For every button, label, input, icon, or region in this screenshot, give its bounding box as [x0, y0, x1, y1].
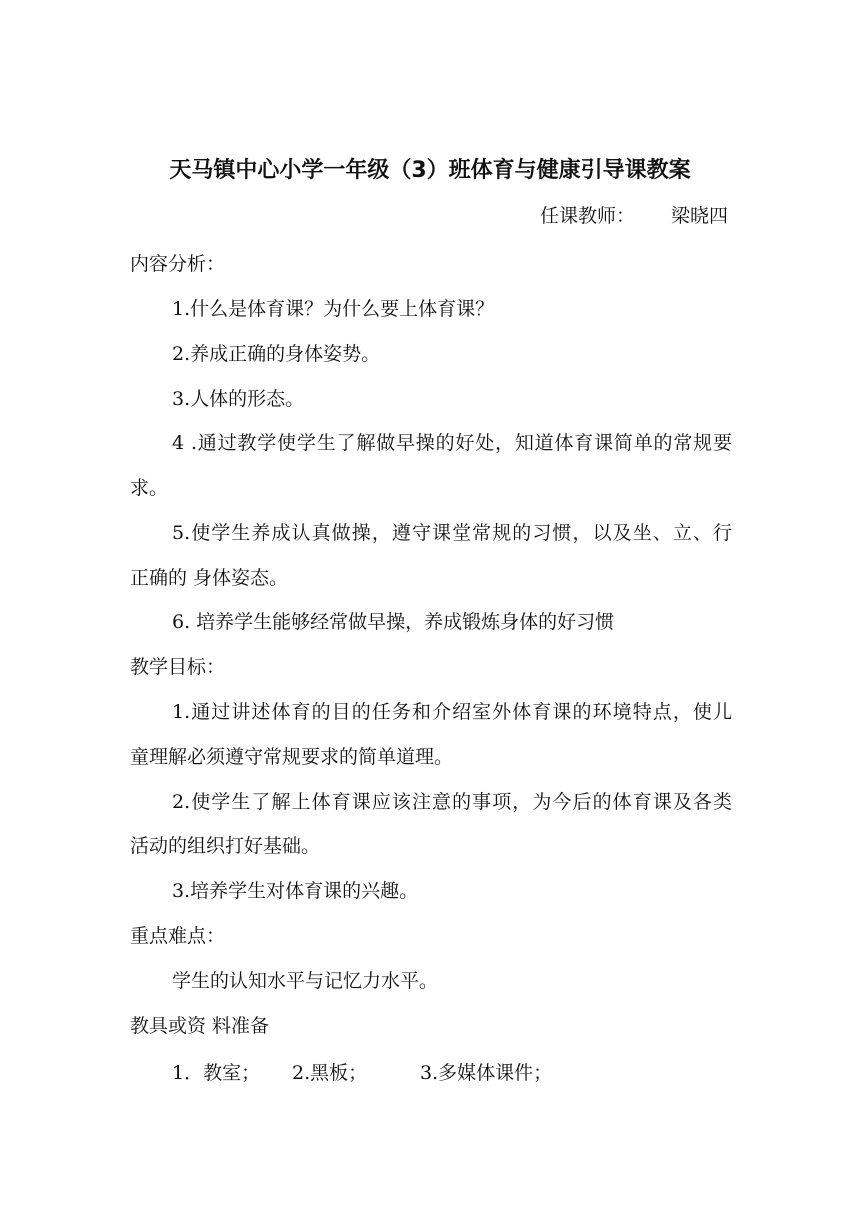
teaching-goals-item-2-line-2: 活动的组织打好基础。	[130, 835, 321, 857]
teaching-goals-heading: 教学目标：	[130, 656, 226, 678]
materials-item-3: 3.多媒体课件；	[420, 1062, 553, 1084]
content-analysis-item-6: 6. 培养学生能够经常做早操，养成锻炼身体的好习惯	[172, 611, 615, 633]
teaching-goals-item-2-line-1: 2.使学生了解上体育课应该注意的事项，为今后的体育课及各类	[172, 791, 732, 813]
materials-list	[172, 1057, 732, 1089]
content-analysis-item-4-line-2: 求。	[130, 477, 169, 499]
content-analysis-item-5-line-1: 5.使学生养成认真做操，遵守课堂常规的习惯，以及坐、立、行	[172, 522, 732, 544]
content-analysis-item-3: 3.人体的形态。	[172, 388, 305, 410]
teacher-label: 任课教师：	[539, 205, 635, 227]
content-analysis-item-1: 1.什么是体育课？为什么要上体育课？	[172, 298, 495, 320]
materials-item-2: 2.黑板；	[292, 1062, 368, 1084]
teaching-goals-item-1-line-1: 1.通过讲述体育的目的任务和介绍室外体育课的环境特点，使儿	[172, 701, 732, 723]
teacher-line	[540, 200, 728, 232]
content-analysis-item-5-line-2: 正确的 身体姿态。	[130, 567, 289, 589]
teacher-name: 梁晓四	[670, 205, 728, 227]
materials-heading: 教具或资 料准备	[130, 1015, 270, 1037]
document-title: 天马镇中心小学一年级（3）班体育与健康引导课教案	[169, 158, 691, 183]
content-analysis-heading: 内容分析：	[130, 253, 226, 275]
teaching-goals-item-3: 3.培养学生对体育课的兴趣。	[172, 880, 419, 902]
key-points-text: 学生的认知水平与记忆力水平。	[172, 970, 439, 992]
teaching-goals-item-1-line-2: 童理解必须遵守常规要求的简单道理。	[130, 746, 454, 768]
content-analysis-item-4-line-1: 4 .通过教学使学生了解做早操的好处，知道体育课简单的常规要	[172, 432, 732, 454]
key-points-heading: 重点难点：	[130, 925, 226, 947]
materials-item-1: 1．教室；	[172, 1062, 261, 1084]
content-analysis-item-2: 2.养成正确的身体姿势。	[172, 343, 381, 365]
